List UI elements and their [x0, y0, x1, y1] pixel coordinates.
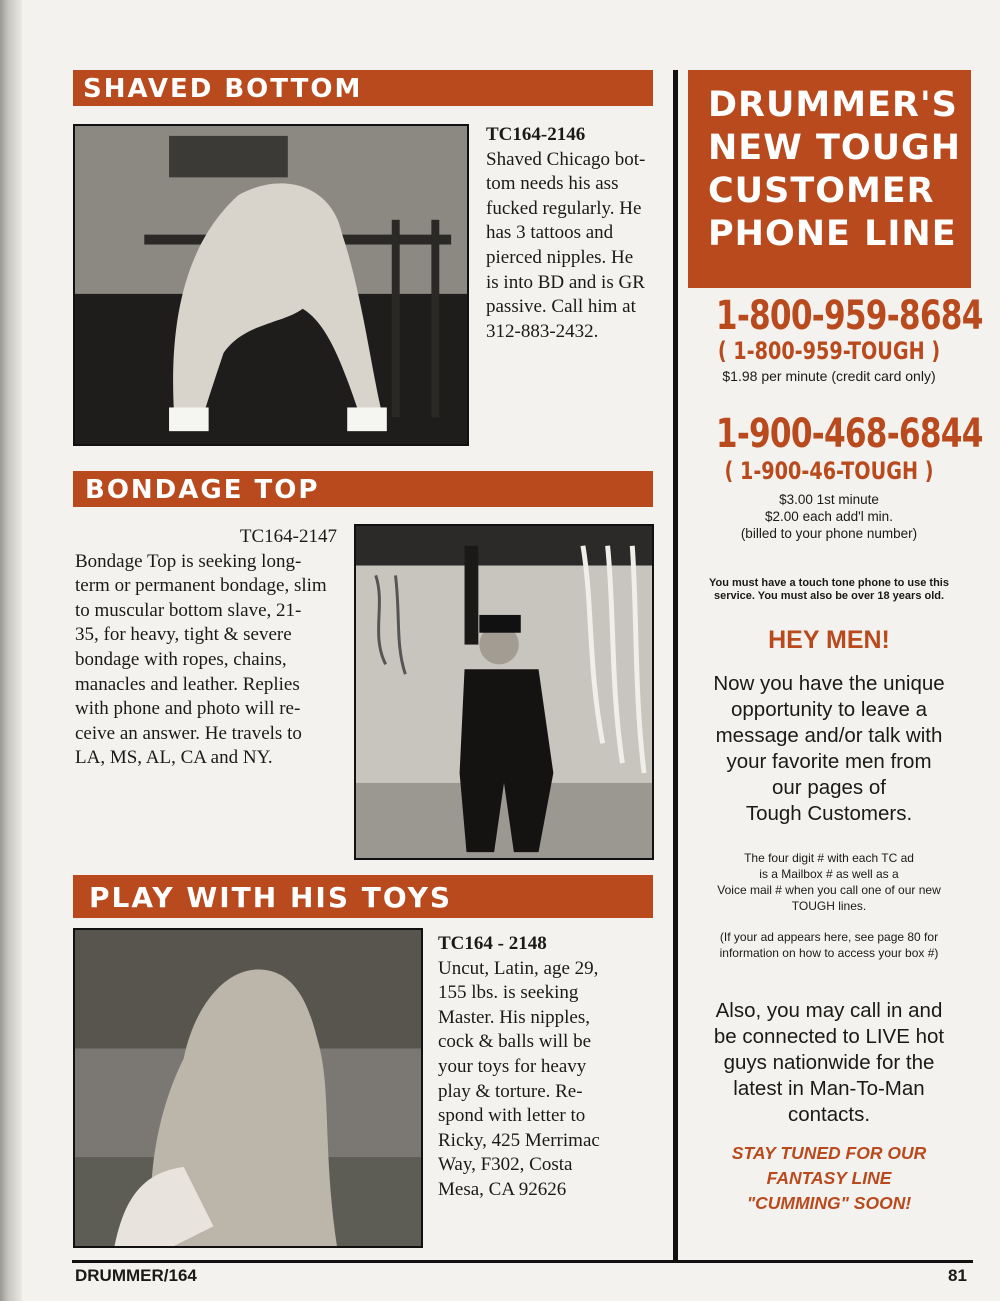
stay-tuned-text [684, 1141, 974, 1216]
stay-line: "CUMMING" SOON! [746, 1193, 912, 1213]
ad-line: 312-883-2432. [486, 320, 599, 342]
ad-title: BONDAGE TOP [85, 475, 320, 505]
stay-line: FANTASY LINE [766, 1168, 892, 1188]
ad-line: LA, MS, AL, CA and NY. [75, 747, 273, 769]
ad-title: PLAY WITH HIS TOYS [89, 881, 453, 914]
page-ref-line: information on how to access your box #) [719, 946, 939, 960]
ad-line: passive. Call him at [486, 296, 636, 318]
ad-line: Master. His nipples, [438, 1006, 590, 1028]
ad-line: pierced nipples. He [486, 246, 634, 268]
ad-line: to muscular bottom slave, 21- [75, 599, 302, 621]
intro-line: your favorite men from [726, 750, 932, 773]
ad-line: cock & balls will be [438, 1031, 592, 1053]
ad-line: Uncut, Latin, age 29, [438, 957, 599, 979]
ad-photo-play-with-his-toys [73, 928, 423, 1248]
live-line: latest in Man-To-Man [733, 1077, 925, 1100]
phone2-alt: ( 1-900-46-TOUGH ) [724, 457, 934, 485]
heading-line: CUSTOMER [708, 171, 935, 211]
intro-line: message and/or talk with [715, 724, 943, 747]
heading-line: NEW TOUGH [708, 128, 962, 168]
ad-line: your toys for heavy [438, 1055, 587, 1077]
ad-line: 35, for heavy, tight & severe [75, 624, 292, 646]
ad-banner-bondage-top [73, 471, 653, 507]
phone2-rate: (billed to your phone number) [740, 526, 918, 541]
mailbox-line: TOUGH lines. [791, 899, 867, 913]
ad-line: tom needs his ass [486, 173, 619, 195]
ad-line: has 3 tattoos and [486, 222, 614, 244]
requirement-line: service. You must also be over 18 years old. [713, 590, 945, 602]
live-text [684, 998, 974, 1128]
intro-text [684, 671, 974, 827]
intro-line: Now you have the unique [713, 672, 945, 695]
ad-line: fucked regularly. He [486, 197, 642, 219]
ad-line: play & torture. Re- [438, 1080, 583, 1102]
page-ref-note [684, 929, 974, 961]
ad-title: SHAVED BOTTOM [83, 74, 363, 104]
ad-line: Bondage Top is seeking long- [75, 550, 302, 572]
intro-line: opportunity to leave a [730, 698, 928, 721]
hey-men-title: HEY MEN! [768, 626, 890, 654]
phone1-number: 1-800-959-8684 [715, 293, 983, 339]
hey-men-heading [684, 626, 974, 655]
page-spine-shadow [0, 0, 22, 1301]
ad-line: ceive an answer. He travels to [75, 722, 302, 744]
ad-photo-shaved-bottom [73, 124, 469, 446]
phone2-number: 1-900-468-6844 [715, 411, 983, 457]
ad-line: Ricky, 425 Merrimac [438, 1129, 600, 1151]
mailbox-note [684, 850, 974, 914]
mailbox-line: Voice mail # when you call one of our new [717, 883, 941, 897]
ad-banner-shaved-bottom [73, 70, 653, 106]
live-line: Also, you may call in and [715, 999, 943, 1022]
ad-copy-shaved-bottom [486, 123, 654, 344]
ad-code: TC164-2146 [486, 124, 586, 145]
live-line: be connected to LIVE hot [713, 1025, 945, 1048]
page-number: 81 [948, 1266, 967, 1285]
live-line: contacts. [787, 1103, 871, 1126]
requirement-line: You must have a touch tone phone to use this [709, 577, 949, 589]
ad-line: Way, F302, Costa [438, 1154, 573, 1176]
footer-rule [72, 1260, 973, 1263]
phone1-alt: ( 1-800-959-TOUGH ) [717, 337, 941, 365]
stay-line: STAY TUNED FOR OUR [731, 1143, 927, 1163]
intro-line: Tough Customers. [745, 802, 913, 825]
ad-line: 155 lbs. is seeking [438, 982, 579, 1004]
ad-line: spond with letter to [438, 1105, 586, 1127]
ad-line: is into BD and is GR [486, 271, 645, 293]
intro-line: our pages of [772, 776, 886, 799]
heading-line: DRUMMER'S [708, 85, 958, 125]
ad-copy-bondage-top [75, 525, 337, 771]
mailbox-line: is a Mailbox # as well as a [759, 867, 899, 881]
heading-line: PHONE LINE [708, 214, 957, 254]
live-line: guys nationwide for the [723, 1051, 935, 1074]
ad-line: term or permanent bondage, slim [75, 575, 327, 597]
ad-code: TC164-2147 [239, 526, 337, 547]
phone-line-heading-box [688, 70, 971, 288]
mailbox-line: The four digit # with each TC ad [744, 851, 914, 865]
ad-line: bondage with ropes, chains, [75, 648, 287, 670]
phone1-rate: $1.98 per minute (credit card only) [722, 368, 936, 384]
phone1-block [684, 293, 983, 385]
ad-line: Shaved Chicago bot- [486, 148, 646, 170]
ad-line: Mesa, CA 92626 [438, 1178, 567, 1200]
ad-line: manacles and leather. Replies [75, 673, 300, 695]
column-divider [673, 70, 678, 1260]
page-ref-line: (If your ad appears here, see page 80 for [719, 930, 939, 944]
ad-photo-bondage-top [354, 524, 654, 860]
ad-code: TC164 - 2148 [438, 933, 547, 954]
phone2-rate: $3.00 1st minute [779, 492, 879, 507]
phone2-block [684, 411, 983, 542]
magazine-issue: DRUMMER/164 [75, 1266, 197, 1285]
requirements-note [684, 577, 974, 603]
ad-banner-play-with-his-toys [73, 875, 653, 918]
phone2-rate: $2.00 each add'l min. [765, 509, 893, 524]
ad-copy-play-with-his-toys [438, 932, 614, 1203]
ad-line: with phone and photo will re- [75, 698, 301, 720]
